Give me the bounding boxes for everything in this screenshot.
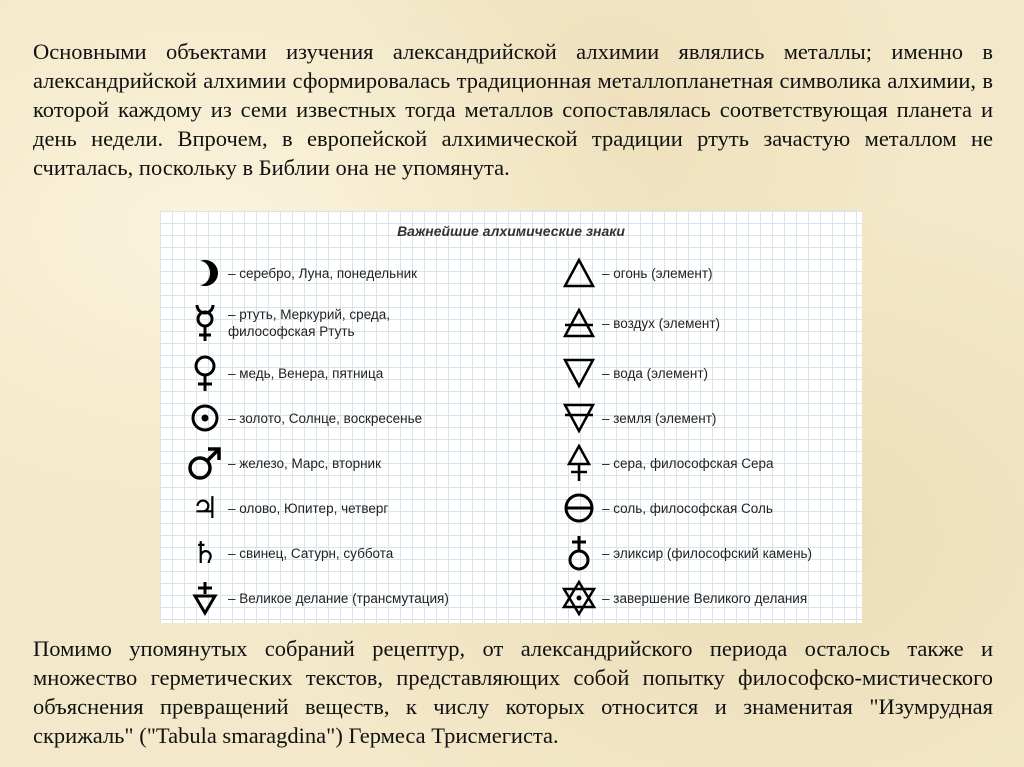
symbol-label: – медь, Венера, пятница (228, 365, 384, 381)
symbol-row (182, 576, 449, 620)
symbol-label: – ртуть, Меркурий, среда, философская Ртуть (228, 307, 391, 339)
symbol-label: – серебро, Луна, понедельник (228, 265, 418, 281)
closing-paragraph: Помимо упомянутых собраний рецептур, от александрийского периода осталось также и множество герметических текстов, представляющих собой попытку философско-мистического объяснения превращений веществ, к числу которых относится и знаменитая "Изумрудная скрижаль" ("Tabula smaragdina") Гермеса Трисмегиста. (33, 636, 993, 748)
sun-icon (182, 396, 228, 440)
symbol-row (182, 301, 390, 345)
symbol-row (182, 486, 388, 530)
symbol-row (556, 251, 713, 295)
symbol-label: – сера, философская Сера (602, 455, 774, 471)
symbol-row (556, 576, 807, 620)
fire-icon (556, 251, 602, 295)
elixir-icon (556, 531, 602, 575)
completion-icon (556, 576, 602, 620)
symbol-label: – соль, философская Соль (602, 500, 773, 516)
symbol-label: – олово, Юпитер, четверг (228, 500, 389, 516)
symbol-label: – огонь (элемент) (602, 265, 713, 281)
symbol-label: – земля (элемент) (602, 410, 717, 426)
symbol-row (182, 396, 422, 440)
great-work-icon (182, 576, 228, 620)
intro-paragraph: Основными объектами изучения александрийской алхимии являлись металлы; именно в александрийской алхимии сформировалась традиционная металлопланетная символика алхимии, в которой каждому из семи известных тогда металлов сопоставлялась соответствующая планета и день недели. Впрочем, в европейской алхимической традиции ртуть зачастую металлом не считалась, поскольку в Библии она не упомянута. (33, 39, 993, 180)
symbol-label: – воздух (элемент) (602, 315, 721, 331)
symbol-label: – завершение Великого делания (602, 590, 808, 606)
water-icon (556, 351, 602, 395)
symbol-row (556, 486, 773, 530)
sulfur-icon (556, 441, 602, 485)
moon-icon (182, 251, 228, 295)
salt-icon (556, 486, 602, 530)
symbol-label: – свинец, Сатурн, суббота (228, 545, 394, 561)
air-icon (556, 301, 602, 345)
mercury-icon (182, 301, 228, 345)
symbol-label: – золото, Солнце, воскресенье (228, 410, 423, 426)
symbol-row (182, 441, 381, 485)
symbol-row (556, 396, 716, 440)
alchemy-symbols-figure (160, 211, 862, 623)
figure-title: Важнейшие алхимические знаки (397, 223, 625, 239)
symbol-row (182, 531, 393, 575)
symbol-row (556, 531, 812, 575)
symbol-row (556, 441, 774, 485)
earth-icon (556, 396, 602, 440)
mars-icon (182, 441, 228, 485)
venus-icon (182, 351, 228, 395)
symbol-row (556, 301, 720, 345)
symbol-row (556, 351, 708, 395)
symbol-label: – Великое делание (трансмутация) (228, 590, 449, 606)
saturn-icon: ♄ (191, 535, 219, 571)
symbol-row (182, 251, 417, 295)
symbol-label: – вода (элемент) (602, 365, 709, 381)
symbol-label: – железо, Марс, вторник (228, 455, 381, 471)
symbol-label: – эликсир (философский камень) (602, 545, 813, 561)
jupiter-icon: ♃ (191, 490, 219, 526)
symbol-row (182, 351, 383, 395)
